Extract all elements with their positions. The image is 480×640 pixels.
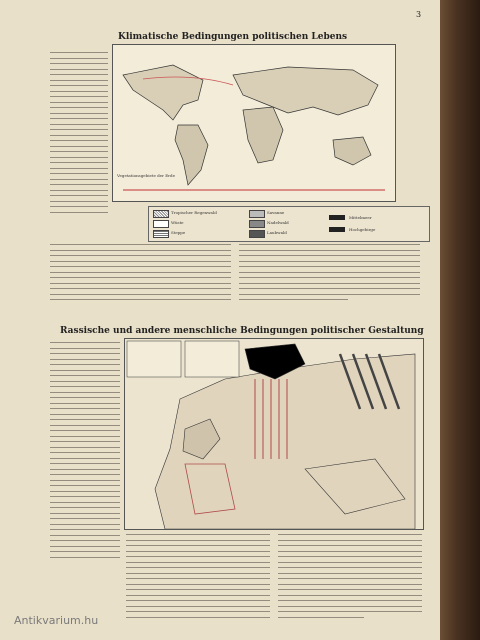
legend-item: Hochgebirge	[349, 227, 376, 232]
body-text-races	[126, 534, 422, 622]
legend-item: Wüste	[171, 220, 184, 225]
legend-item: Nadelwald	[267, 220, 289, 225]
watermark: Antikvarium.hu	[14, 614, 99, 627]
europe-map-graphic	[125, 339, 423, 529]
section-title-climate: Klimatische Bedingungen politischen Lebens	[118, 32, 348, 42]
intro-column-races	[50, 342, 120, 562]
legend-item: Tropischer Regenwald	[171, 210, 217, 215]
section-title-races: Rassische und andere menschliche Bedingungen politischer Gestaltung	[60, 326, 424, 336]
page-number: 3	[416, 10, 422, 19]
world-vegetation-map	[112, 44, 396, 202]
body-text-climate	[50, 244, 420, 305]
europe-peoples-map	[124, 338, 424, 530]
vegetation-legend	[148, 206, 430, 242]
intro-column-climate	[50, 52, 108, 217]
legend-item: Mittelmeer	[349, 215, 372, 220]
map-caption: Vegetationsgebiete der Erde	[117, 173, 175, 178]
book-spine	[440, 0, 480, 640]
legend-item: Laubwald	[267, 230, 287, 235]
legend-item: Steppe	[171, 230, 186, 235]
legend-item: Savanne	[267, 210, 285, 215]
